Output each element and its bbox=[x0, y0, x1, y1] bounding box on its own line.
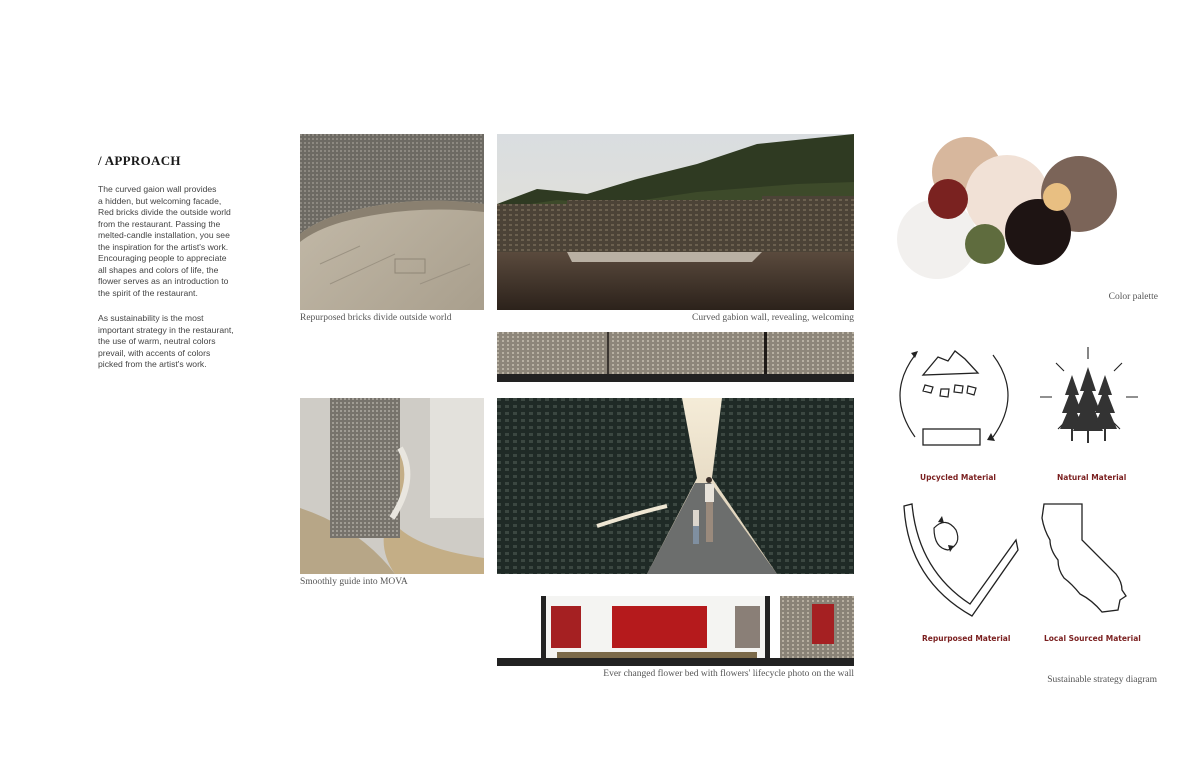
upcycled-label: Upcycled Material bbox=[920, 473, 996, 482]
palette-swatch-7 bbox=[1043, 183, 1071, 211]
caption-flowerbed: Ever changed flower bed with flowers' lifecycle photo on the wall bbox=[603, 669, 854, 679]
guide-photo bbox=[300, 398, 484, 574]
color-palette bbox=[890, 130, 1130, 290]
caption-gabion: Curved gabion wall, revealing, welcoming bbox=[692, 313, 854, 323]
strategy-title: Sustainable strategy diagram bbox=[1047, 675, 1157, 685]
upcycled-diagram bbox=[893, 345, 1018, 455]
caption-guide: Smoothly guide into MOVA bbox=[300, 577, 408, 587]
flowerbed-section bbox=[497, 596, 854, 666]
palette-title: Color palette bbox=[1108, 292, 1158, 302]
corridor-photo bbox=[497, 398, 854, 574]
approach-paragraph-2: As sustainability is the most important strategy in the restaurant, the use of warm, neutral colors prevail, with accents of colors picked from the artist's work. bbox=[98, 313, 234, 369]
california-map-diagram bbox=[1036, 500, 1136, 625]
approach-paragraph-1: The curved gaion wall provides a hidden, but welcoming facade, Red bricks divide the outside world from the restaurant. Passing the melted-candle installation, you see the inspiration for the artist's work. Encouraging people to appreciate all shapes and colors of life, the flower serves as an introduction to the spirit of the restaurant. bbox=[98, 184, 231, 298]
natural-label: Natural Material bbox=[1057, 473, 1127, 482]
local-label: Local Sourced Material bbox=[1044, 634, 1141, 643]
approach-heading: / APPROACH bbox=[98, 153, 181, 168]
bricks-photo bbox=[300, 134, 484, 310]
palette-swatch-8 bbox=[965, 224, 1005, 264]
repurposed-label: Repurposed Material bbox=[922, 634, 1011, 643]
caption-bricks: Repurposed bricks divide outside world bbox=[300, 313, 452, 323]
palette-swatch-4 bbox=[928, 179, 968, 219]
gabion-wall-photo bbox=[497, 134, 854, 310]
repurposed-diagram bbox=[898, 500, 1023, 620]
gabion-elevation-strip bbox=[497, 332, 854, 382]
natural-diagram bbox=[1036, 345, 1141, 455]
